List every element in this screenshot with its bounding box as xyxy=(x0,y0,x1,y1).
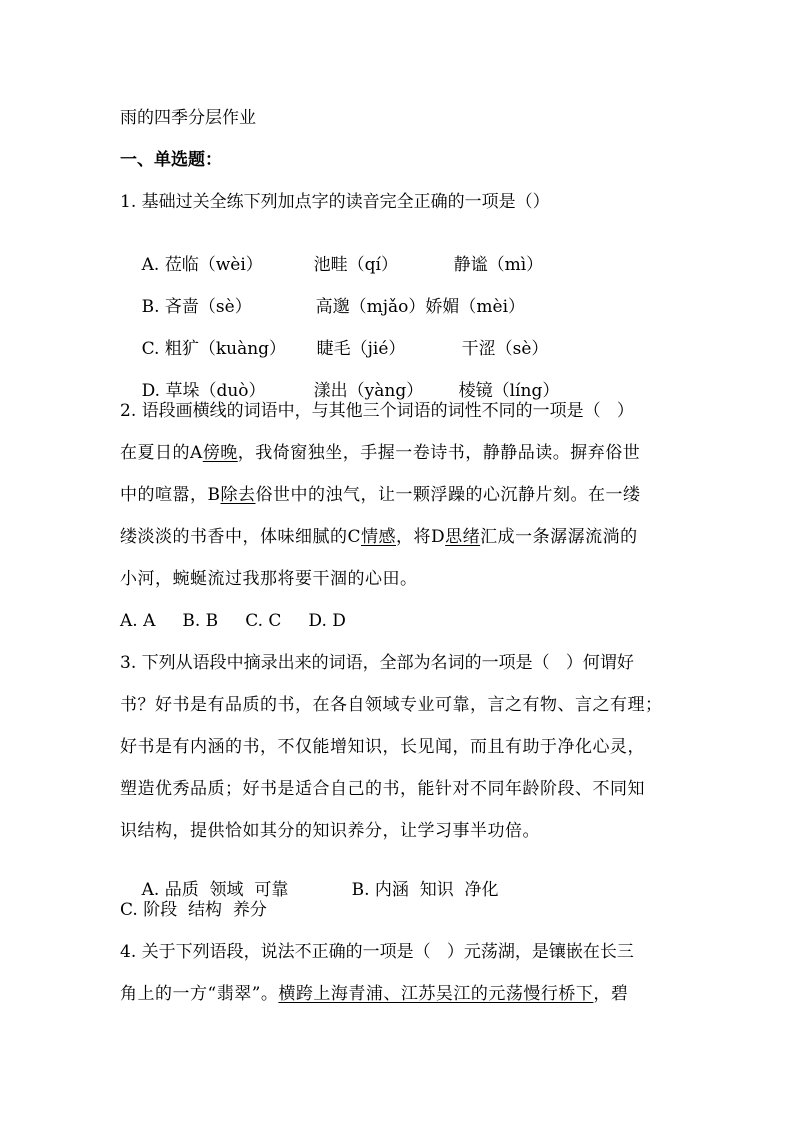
q1-option-c-3: 干涩（sè） xyxy=(461,339,549,359)
q1-option-a-1: A. 莅临（wèi） xyxy=(141,255,263,275)
doc-title: 雨的四季分层作业 xyxy=(120,108,256,128)
q3-passage-line-2: 好书是有内涵的书，不仅能增知识，长见闻，而且有助于净化心灵， xyxy=(120,737,645,757)
section-heading: 一、单选题： xyxy=(120,150,222,170)
q4-underlined-phrase: 横跨上海青浦、江苏吴江的元荡慢行桥下 xyxy=(278,984,594,1004)
q2-underlined-c: 情感 xyxy=(361,527,397,547)
q2-underlined-b: 除去 xyxy=(220,485,256,505)
q3-passage-line-1: 书？好书是有品质的书，在各自领域专业可靠，言之有物、言之有理； xyxy=(120,695,663,715)
q1-option-a-2: 池畦（qí） xyxy=(313,255,398,275)
q2-passage-line-2: 中的喧嚣，B除去俗世中的浊气，让一颗浮躁的心沉静片刻。在一缕 xyxy=(120,485,641,505)
q2-underlined-d: 思绪 xyxy=(445,527,481,547)
q3-passage-line-4: 识结构，提供恰如其分的知识养分，让学习事半功倍。 xyxy=(120,821,540,841)
q1-option-b-2: 高邈（mjǎo）娇媚（mèi） xyxy=(315,297,526,317)
q1-option-d-3: 棱镜（líng） xyxy=(458,381,560,401)
q3-option-b: B. 内涵 知识 净化 xyxy=(351,880,499,900)
q1-option-b-1: B. 吝啬（sè） xyxy=(141,297,252,317)
q1-option-d-1: D. 草垛（duò） xyxy=(141,381,266,401)
q4-passage-line-1: 角上的一方“翡翠”。横跨上海青浦、江苏吴江的元荡慢行桥下，碧 xyxy=(120,984,629,1004)
q1-option-d-2: 漾出（yàng） xyxy=(313,381,424,401)
q1-stem: 1. 基础过关全练下列加点字的读音完全正确的一项是（） xyxy=(120,192,550,212)
q3-passage-line-3: 塑造优秀品质；好书是适合自己的书，能针对不同年龄阶段、不同知 xyxy=(120,779,645,799)
q2-passage-line-1: 在夏日的A傍晚，我倚窗独坐，手握一卷诗书，静静品读。摒弃俗世 xyxy=(120,443,641,463)
q2-stem: 2. 语段画横线的词语中，与其他三个词语的词性不同的一项是（ ） xyxy=(120,401,634,421)
q1-option-a-3: 静谧（mì） xyxy=(453,255,544,275)
q2-passage-line-4: 小河，蜿蜒流过我那将要干涸的心田。 xyxy=(120,569,418,589)
q2-underlined-a: 傍晚 xyxy=(202,443,238,463)
q1-option-c-1: C. 粗犷（kuàng） xyxy=(141,339,287,359)
q2-passage-line-3: 缕淡淡的书香中，体味细腻的C情感，将D思绪汇成一条潺潺流淌的 xyxy=(120,527,638,547)
q3-option-c: C. 阶段 结构 养分 xyxy=(120,900,267,920)
q1-option-c-2: 睫毛（jié） xyxy=(316,339,406,359)
q3-stem: 3. 下列从语段中摘录出来的词语，全部为名词的一项是（ ）何谓好 xyxy=(120,653,634,673)
q3-option-a: A. 品质 领域 可靠 xyxy=(141,880,289,900)
q4-stem: 4. 关于下列语段，说法不正确的一项是（ ）元荡湖，是镶嵌在长三 xyxy=(120,942,634,962)
q2-answer-options: A. A B. B C. C D. D xyxy=(120,611,346,631)
